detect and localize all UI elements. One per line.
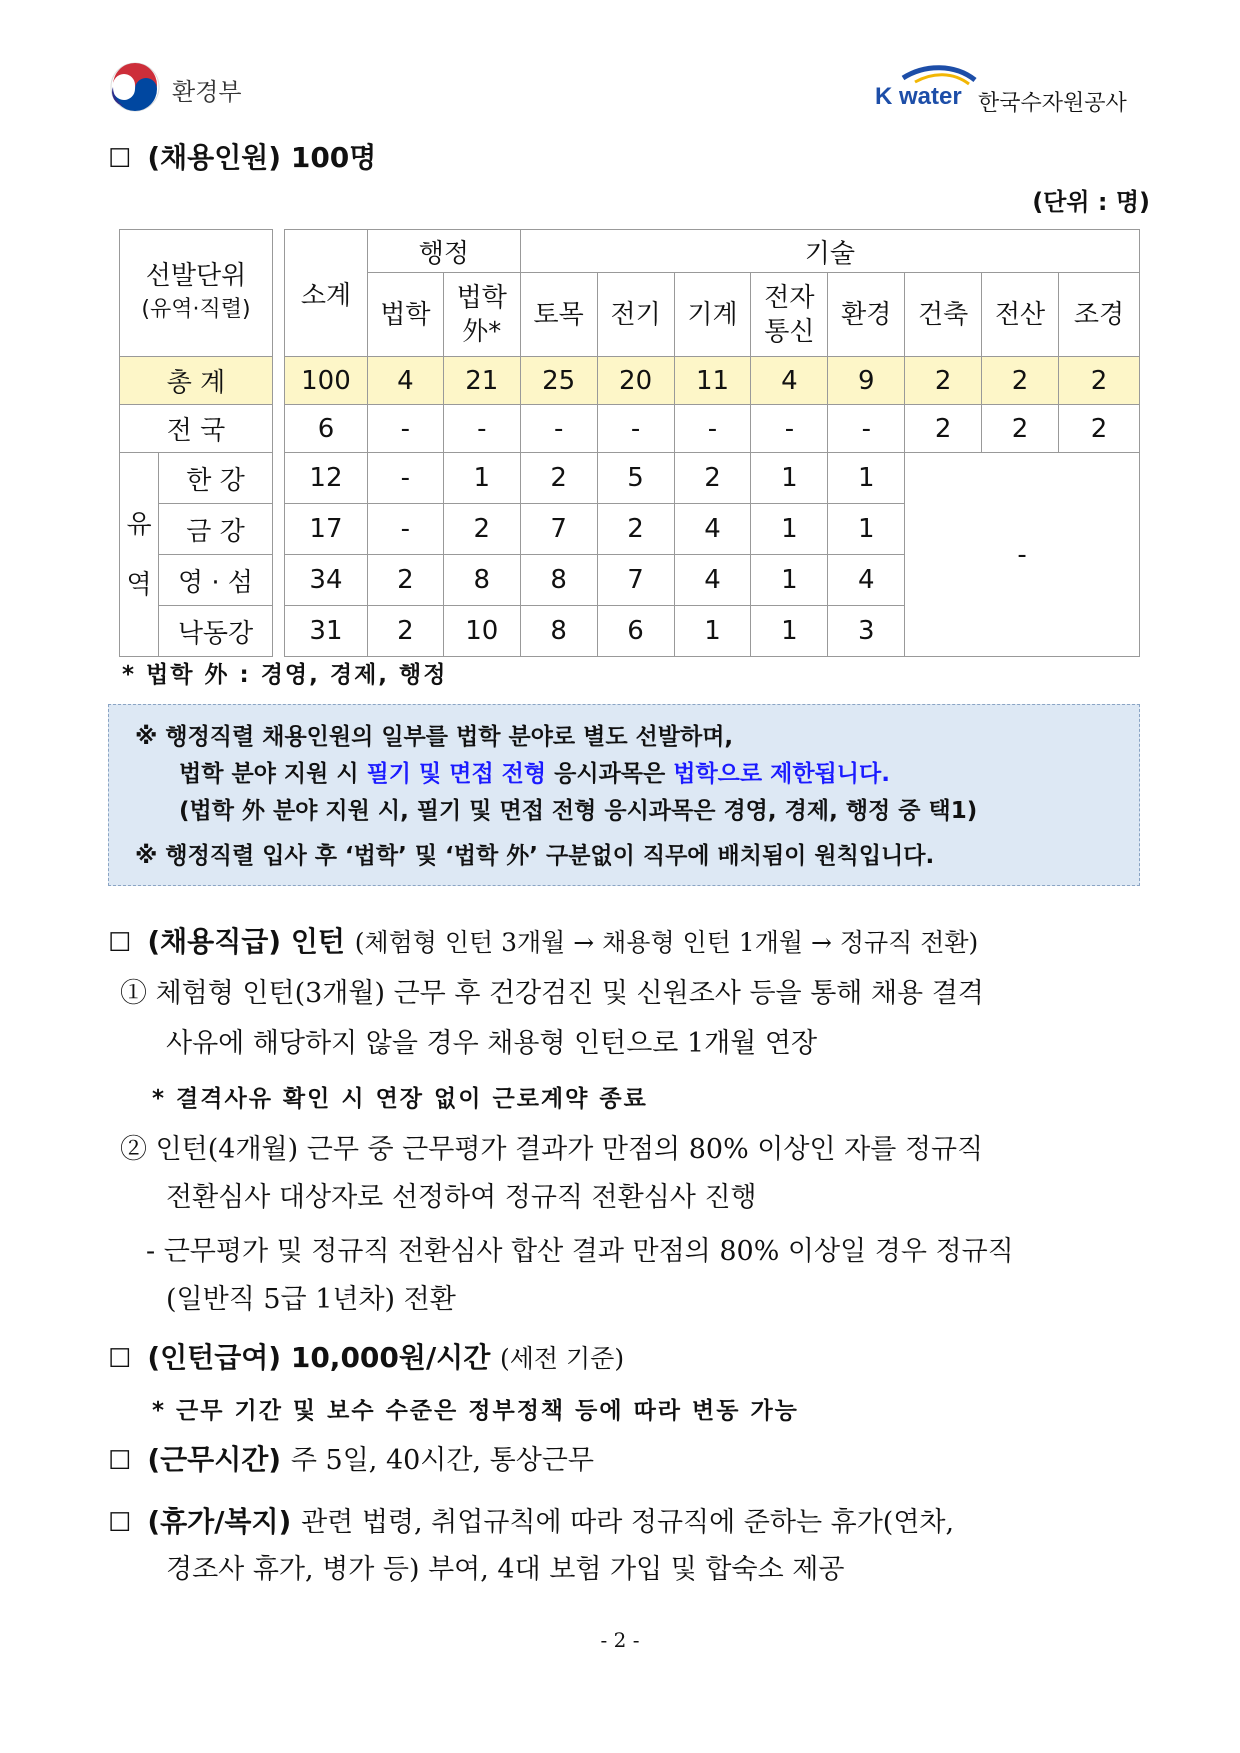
checkbox-bullet: ☐	[108, 144, 132, 174]
checkbox-bullet: ☐	[108, 1344, 132, 1374]
region-cell: 8	[520, 606, 597, 657]
section-intern-pay	[108, 1336, 624, 1376]
section-work-hours	[108, 1438, 594, 1478]
section-5-line-2: 경조사 휴가, 병가 등) 부여, 4대 보험 가입 및 합숙소 제공	[166, 1554, 845, 1585]
total-cell: 2	[1059, 357, 1140, 405]
notice-box	[108, 704, 1140, 886]
col-header-6: 전자 통신	[751, 273, 828, 357]
total-cell: 2	[905, 357, 982, 405]
total-cell: 11	[674, 357, 751, 405]
total-cell: 20	[597, 357, 674, 405]
row-label-total: 총 계	[120, 357, 273, 405]
section-title: (채용인원) 100명	[147, 141, 377, 174]
selection-unit-table	[119, 229, 273, 657]
region-cell: 2	[674, 453, 751, 504]
row-label-region: 금 강	[159, 504, 273, 555]
national-cell: 2	[982, 405, 1059, 453]
section-title: (채용직급) 인턴	[147, 925, 345, 958]
region-cell: 1	[751, 453, 828, 504]
checkbox-bullet: ☐	[108, 928, 132, 958]
item-2-line-1: ② 인턴(4개월) 근무 중 근무평가 결과가 만점의 80% 이상인 자를 정규직	[120, 1134, 984, 1165]
region-cell: 1	[674, 606, 751, 657]
region-cell: 12	[285, 453, 368, 504]
checkbox-bullet: ☐	[108, 1508, 132, 1538]
section-recruit-count	[108, 136, 376, 176]
section-title: (휴가/복지)	[147, 1505, 292, 1538]
total-cell: 25	[520, 357, 597, 405]
notice-text: 응시과목은	[546, 761, 674, 787]
region-cell: 2	[443, 504, 520, 555]
notice-line-1: ※ 행정직렬 채용인원의 일부를 법학 분야로 별도 선발하며,	[135, 724, 734, 750]
col-header-3: 토목	[520, 273, 597, 357]
item-2-line-2: 전환심사 대상자로 선정하여 정규직 전환심사 진행	[166, 1182, 757, 1213]
col-header-2: 법학 外*	[443, 273, 520, 357]
section-position	[108, 920, 978, 960]
col-header-8: 건축	[905, 273, 982, 357]
total-cell: 4	[367, 357, 443, 405]
national-cell: 6	[285, 405, 368, 453]
national-cell: 2	[1059, 405, 1140, 453]
unit-label: (단위 : 명)	[1032, 188, 1150, 216]
region-cell: 5	[597, 453, 674, 504]
national-cell: -	[751, 405, 828, 453]
region-cell: 4	[674, 555, 751, 606]
table-footnote: * 법학 外 : 경영, 경제, 행정	[122, 662, 448, 688]
total-cell: 9	[828, 357, 905, 405]
region-label: 유 역	[120, 453, 159, 657]
region-cell: 1	[751, 606, 828, 657]
region-cell: 2	[367, 555, 443, 606]
page-number: - 2 -	[600, 1628, 640, 1652]
col-header-5: 기계	[674, 273, 751, 357]
row-label-region: 낙동강	[159, 606, 273, 657]
total-cell: 21	[443, 357, 520, 405]
row-label-national: 전 국	[120, 405, 273, 453]
col-header-4: 전기	[597, 273, 674, 357]
item-3-line-1: - 근무평가 및 정규직 전환심사 합산 결과 만점의 80% 이상일 경우 정규직	[146, 1236, 1014, 1267]
notice-line-4: ※ 행정직렬 입사 후 ‘법학’ 및 ‘법학 外’ 구분없이 직무에 배치됨이 원칙입니다.	[135, 843, 935, 869]
col-header-7: 환경	[828, 273, 905, 357]
recruit-count-table	[284, 229, 1140, 657]
region-cell: 10	[443, 606, 520, 657]
col-header-1: 법학	[367, 273, 443, 357]
row-label-region: 한 강	[159, 453, 273, 504]
section-subtitle: (세전 기준)	[500, 1344, 625, 1373]
region-cell: 2	[520, 453, 597, 504]
item-1-line-2: 사유에 해당하지 않을 경우 채용형 인턴으로 1개월 연장	[166, 1028, 818, 1059]
item-1-line-1: ① 체험형 인턴(3개월) 근무 후 건강검진 및 신원조사 등을 통해 채용 결격	[120, 978, 984, 1009]
notice-highlight: 법학으로 제한됩니다.	[673, 761, 890, 787]
region-cell: 17	[285, 504, 368, 555]
region-cell: 6	[597, 606, 674, 657]
region-cell: 7	[520, 504, 597, 555]
col-header-10: 조경	[1059, 273, 1140, 357]
selection-unit-header	[120, 230, 273, 357]
kwater-brand-text: K water	[875, 83, 962, 110]
kwater-name: 한국수자원공사	[978, 91, 1127, 116]
region-cell: 1	[828, 453, 905, 504]
national-cell: 2	[905, 405, 982, 453]
col-header-9: 전산	[982, 273, 1059, 357]
national-cell: -	[443, 405, 520, 453]
selection-unit-subtitle: (유역·직렬)	[141, 297, 251, 322]
section-title: (근무시간)	[147, 1443, 282, 1476]
selection-unit-title: 선발단위	[145, 261, 247, 291]
region-cell: 7	[597, 555, 674, 606]
national-cell: -	[367, 405, 443, 453]
notice-line-2	[135, 756, 1139, 793]
region-cell: 4	[828, 555, 905, 606]
ministry-emblem-icon	[110, 62, 160, 112]
notice-line-3: (법학 外 분야 지원 시, 필기 및 면접 전형 응시과목은 경영, 경제, 행정 중 택1)	[179, 798, 978, 824]
section-leave-welfare	[108, 1500, 954, 1540]
region-merged-cell: -	[905, 453, 1140, 657]
section-body: 관련 법령, 취업규칙에 따라 정규직에 준하는 휴가(연차,	[301, 1507, 955, 1538]
section-subtitle: (체험형 인턴 3개월 → 채용형 인턴 1개월 → 정규직 전환)	[354, 928, 979, 957]
total-cell: 2	[982, 357, 1059, 405]
region-cell: 31	[285, 606, 368, 657]
region-cell: 4	[674, 504, 751, 555]
national-cell: -	[597, 405, 674, 453]
ministry-name: 환경부	[172, 78, 242, 106]
national-cell: -	[520, 405, 597, 453]
region-cell: 2	[597, 504, 674, 555]
region-cell: 3	[828, 606, 905, 657]
group-header-admin: 행정	[367, 230, 520, 273]
region-cell: 1	[828, 504, 905, 555]
total-cell: 4	[751, 357, 828, 405]
total-cell: 100	[285, 357, 368, 405]
section-body: 주 5일, 40시간, 통상근무	[290, 1445, 594, 1476]
row-label-region: 영 · 섬	[159, 555, 273, 606]
region-cell: 8	[443, 555, 520, 606]
region-cell: 8	[520, 555, 597, 606]
notice-highlight: 필기 및 면접 전형	[366, 761, 547, 787]
checkbox-bullet: ☐	[108, 1446, 132, 1476]
item-3-line-2: (일반직 5급 1년차) 전환	[166, 1284, 456, 1315]
group-header-tech: 기술	[520, 230, 1139, 273]
region-cell: 2	[367, 606, 443, 657]
section-title: (인턴급여) 10,000원/시간	[147, 1341, 491, 1374]
col-header-total: 소계	[285, 230, 368, 357]
national-cell: -	[674, 405, 751, 453]
region-cell: 1	[751, 504, 828, 555]
region-cell: -	[367, 453, 443, 504]
national-cell: -	[828, 405, 905, 453]
region-cell: 1	[751, 555, 828, 606]
item-1-note: * 결격사유 확인 시 연장 없이 근로계약 종료	[152, 1086, 648, 1112]
notice-text: 법학 분야 지원 시	[179, 761, 367, 787]
pay-note: * 근무 기간 및 보수 수준은 정부정책 등에 따라 변동 가능	[152, 1398, 799, 1424]
region-cell: 1	[443, 453, 520, 504]
region-cell: -	[367, 504, 443, 555]
region-cell: 34	[285, 555, 368, 606]
